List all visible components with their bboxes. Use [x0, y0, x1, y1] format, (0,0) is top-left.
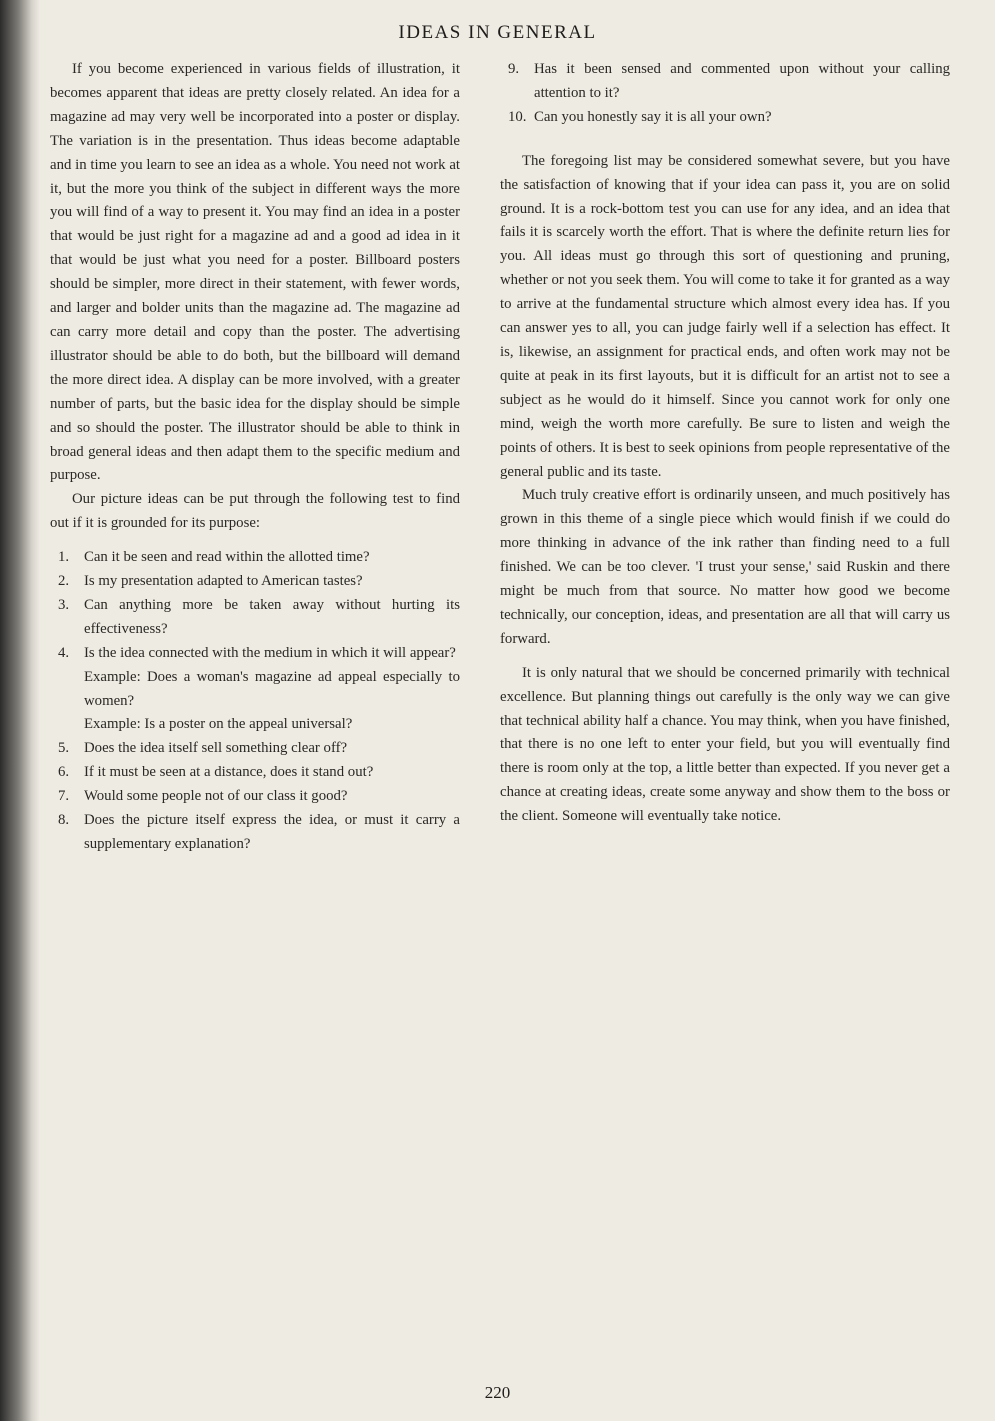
- list-number: 2.: [58, 573, 70, 590]
- list-text: Can you honestly say it is all your own?: [534, 108, 772, 125]
- example-note: Example: Does a woman's magazine ad appeal especially to women?: [84, 668, 460, 709]
- paragraph: Our picture ideas can be put through the following test to find out if it is grounded for its purpose:: [50, 491, 460, 532]
- list-text: Does the picture itself express the idea, or must it carry a supplementary explanation?: [84, 812, 460, 852]
- list-item: [50, 570, 460, 594]
- list-item: [50, 594, 460, 642]
- list-number: 9.: [508, 61, 520, 77]
- list-text: Does the idea itself sell something clear off?: [84, 740, 348, 757]
- list-number: 1.: [58, 549, 70, 566]
- list-number: 8.: [58, 812, 70, 829]
- list-number: 4.: [58, 644, 70, 661]
- list-text: Has it been sensed and commented upon without your calling attention to it?: [534, 61, 950, 101]
- paragraph: It is only natural that we should be concerned primarily with technical excellence. But planning things out carefully is the only way we can give that technical ability half a chance. You may think, when you have finished, that there is no one left to enter your field, but you will eventually find there is room only at the top, a little better than expected. If you never get a chance at creating ideas, create some anyway and show them to the boss or the client. Someone will eventually take notice.: [500, 664, 950, 825]
- list-text: Can it be seen and read within the allotted time?: [84, 549, 370, 566]
- paragraph: The foregoing list may be considered somewhat severe, but you have the satisfaction of knowing that if your idea can pass it, you are on solid ground. It is a rock-bottom test you can use for any idea, and an idea that fails it is scarcely worth the effort. That is where the definite return lies for you. All ideas must go through this sort of questioning and pruning, whether or not you seek them. You will come to take it for granted as a way to arrive at the fundamental structure which almost every idea has. If you can answer yes to all, you can judge fairly well if a selection has effect. It is, likewise, an assignment for practical ends, and often work may not be quite at peak in its first layouts, but it is difficult for an artist not to see a subject as he would do it himself. Since you cannot work for only one mind, weigh the worth more carefully. Be sure to listen and weigh the points of others. It is best to seek opinions from people representative of the general public and its taste.: [500, 152, 950, 480]
- list-item: [500, 106, 950, 130]
- list-item: [50, 785, 460, 809]
- list-item: [500, 58, 950, 106]
- list-item: [50, 546, 460, 570]
- list-text: If it must be seen at a distance, does it stand out?: [84, 764, 374, 781]
- list-number: 10.: [508, 108, 527, 125]
- list-text: Can anything more be taken away without hurting its effectiveness?: [84, 596, 460, 637]
- running-head: IDEAS IN GENERAL: [398, 22, 597, 43]
- right-column: [500, 58, 950, 829]
- list-item: [50, 642, 460, 666]
- list-text: Is my presentation adapted to American tastes?: [84, 573, 363, 590]
- list-number: 3.: [58, 596, 70, 613]
- left-column: [50, 58, 460, 857]
- list-item: [50, 761, 460, 785]
- list-item: [50, 737, 460, 761]
- list-item: [50, 809, 460, 857]
- page-number: 220: [484, 1383, 511, 1402]
- question-list: [50, 737, 460, 857]
- list-text: Is the idea connected with the medium in which it will appear?: [84, 644, 456, 661]
- paragraph: If you become experienced in various fields of illustration, it becomes apparent that ideas are pretty closely related. An idea for a magazine ad may very well be incorporated into a poster or display. The variation is in the presentation. Thus ideas become adaptable and in time you learn to see an idea as a whole. You need not work at it, but the more you think of the subject in different ways the more you will find of a way to present it. You may find an idea in a poster that would be just right for a magazine ad and a good ad idea in it that would be just what you need for a poster. Billboard posters should be simpler, more direct in their statement, with fewer words, and larger and bolder units than the magazine ad. The magazine ad can carry more detail and copy than the poster. The advertising illustrator should be able to do both, but the billboard will demand the more direct idea. A display can be more involved, with a greater number of parts, but the basic idea for the display should be simple and so should the poster. The illustrator should be able to think in broad general ideas and then adapt them to the specific medium and purpose.: [50, 61, 460, 484]
- book-binding-shadow: [0, 0, 40, 1421]
- list-text: Would some people not of our class it good?: [84, 788, 348, 805]
- list-number: 6.: [58, 764, 70, 781]
- question-list: [50, 546, 460, 666]
- paragraph: Much truly creative effort is ordinarily unseen, and much positively has grown in this theme of a single piece which would finish if we could do more thinking in advance of the ink rather than finding need to a full finished. We can be too clever. 'I trust your sense,' said Ruskin and there might be much from that source. No matter how good we become technically, our conception, ideas, and presentation are all that will carry us forward.: [500, 487, 950, 647]
- example-note: Example: Is a poster on the appeal universal?: [84, 716, 353, 733]
- question-list: [500, 58, 950, 130]
- list-number: 5.: [58, 740, 70, 757]
- list-number: 7.: [58, 788, 70, 805]
